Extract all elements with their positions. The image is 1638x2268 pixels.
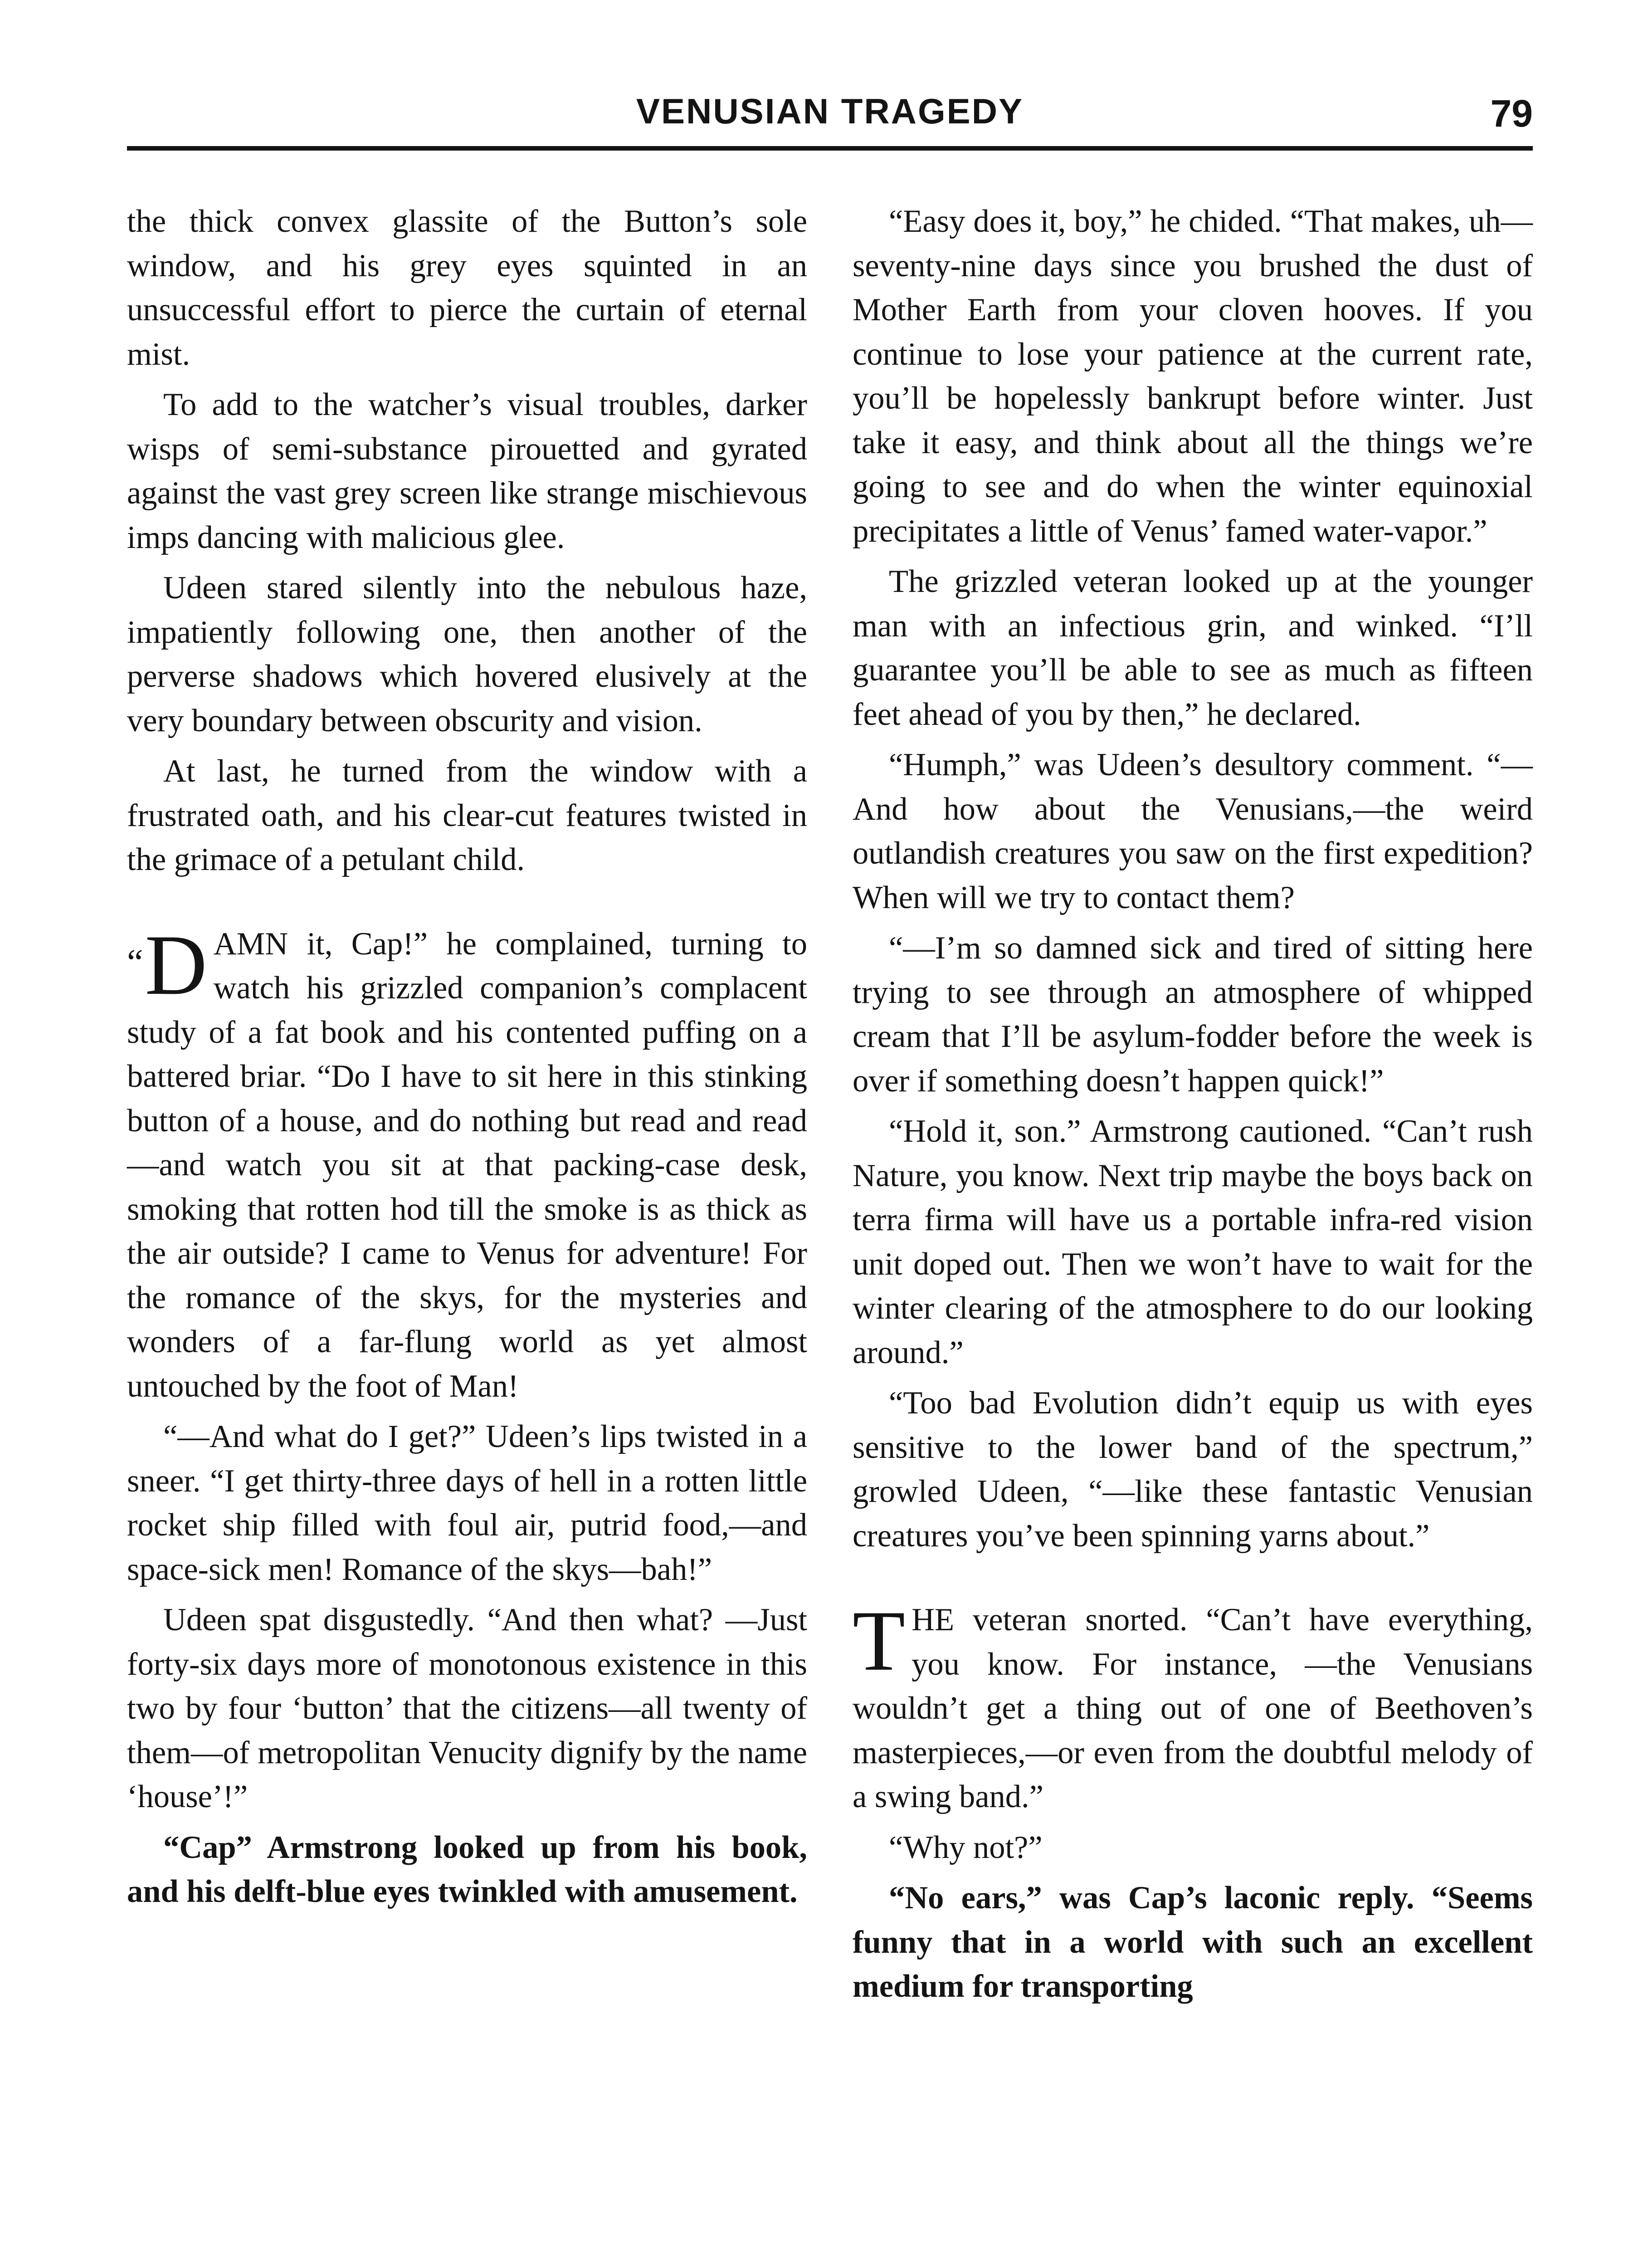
paragraph: “Easy does it, boy,” he chided. “That makes, uh—seventy-nine days since you brushed the dust of Mother Earth from your cloven hooves. If you continue to lose your patience at the current rate, you’ll be hopelessly bankrupt before winter. Just take it easy, and think about all the things we’re going to see and do when the winter equinoxial precipitates a little of Venus’ famed water-vapor.”: [853, 204, 1533, 549]
header-rule: [127, 146, 1533, 151]
page-number: 79: [1490, 92, 1533, 135]
drop-cap-quote: “: [127, 942, 143, 982]
paragraph: “Why not?”: [889, 1829, 1043, 1865]
drop-cap-letter: T: [853, 1593, 906, 1689]
paragraph: “Cap” Armstrong looked up from his book, and his delft-blue eyes twinkled with amusement.: [127, 1829, 807, 1909]
paragraph: the thick convex glassite of the Button’s sole window, and his grey eyes squinted in an unsuccessful effort to pierce the curtain of eternal mist.: [127, 204, 807, 372]
paragraph: “Too bad Evolution didn’t equip us with eyes sensitive to the lower band of the spectrum,” growled Udeen, “—like these fantastic Venusian creatures you’ve been spinning yarns about.”: [853, 1385, 1533, 1554]
paragraph: To add to the watcher’s visual troubles, darker wisps of semi-substance pirouetted and gyrated against the vast grey screen like strange mischievous imps dancing with malicious glee.: [127, 387, 807, 555]
paragraph-text: HE veteran snorted. “Can’t have everything, you know. For instance, —the Venusians wouldn’t get a thing out of one of Beethoven’s masterpieces,—or even from the doubtful melody of a swing band.”: [853, 1602, 1533, 1814]
paragraph: The grizzled veteran looked up at the younger man with an infectious grin, and winked. “I’ll guarantee you’ll be able to see as much as fifteen feet ahead of you by then,” he declared.: [853, 564, 1533, 732]
paragraph: Udeen stared silently into the nebulous haze, impatiently following one, then another of the perverse shadows which hovered elusively at the very boundary between obscurity and vision.: [127, 570, 807, 738]
page-header: [127, 86, 1533, 145]
paragraph: “—I’m so damned sick and tired of sitting here trying to see through an atmosphere of whipped cream that I’ll be asylum-fodder before the week is over if something doesn’t happen quick!”: [853, 930, 1533, 1099]
drop-cap: [127, 917, 207, 1013]
right-column: [853, 200, 1533, 2015]
paragraph: “Humph,” was Udeen’s desultory comment. “—And how about the Venusians,—the weird outlandish creatures you saw on the first expedition? When will we try to contact them?: [853, 747, 1533, 915]
paragraph: “No ears,” was Cap’s laconic reply. “Seems funny that in a world with such an excellent medium for transporting: [853, 1880, 1533, 2004]
paragraph-text: AMN it, Cap!” he complained, turning to watch his grizzled companion’s complacent study of a fat book and his contented puffing on a battered briar. “Do I have to sit here in this stinking button of a house, and do nothing but read and read—and watch you sit at that packing-case desk, smoking that rotten hod till the smoke is as thick as the air outside? I came to Venus for adventure! For the romance of the skys, for the mysteries and wonders of a far-flung world as yet almost untouched by the foot of Man!: [127, 926, 807, 1404]
paragraph: “—And what do I get?” Udeen’s lips twisted in a sneer. “I get thirty-three days of hell in a rotten little rocket ship filled with foul air, putrid food,—and space-sick men! Romance of the skys—bah!”: [127, 1419, 807, 1587]
section-paragraph: [127, 917, 807, 1409]
paragraph: At last, he turned from the window with a frustrated oath, and his clear-cut features twisted in the grimace of a petulant child.: [127, 753, 807, 877]
section-paragraph: [853, 1593, 1533, 1819]
running-title: VENUSIAN TRAGEDY: [636, 91, 1024, 131]
paragraph: Udeen spat disgustedly. “And then what? —Just forty-six days more of monotonous existence in this two by four ‘button’ that the citizens—all twenty of them—of metropolitan Venucity dignify by the name ‘house’!”: [127, 1602, 807, 1814]
left-column: [127, 200, 807, 1921]
paragraph: “Hold it, son.” Armstrong cautioned. “Can’t rush Nature, you know. Next trip maybe the boys back on terra firma will have us a portable infra-red vision unit doped out. Then we won’t have to wait for the winter clearing of the atmosphere to do our looking around.”: [853, 1114, 1533, 1370]
drop-cap-letter: D: [145, 917, 207, 1013]
drop-cap: [853, 1593, 906, 1689]
